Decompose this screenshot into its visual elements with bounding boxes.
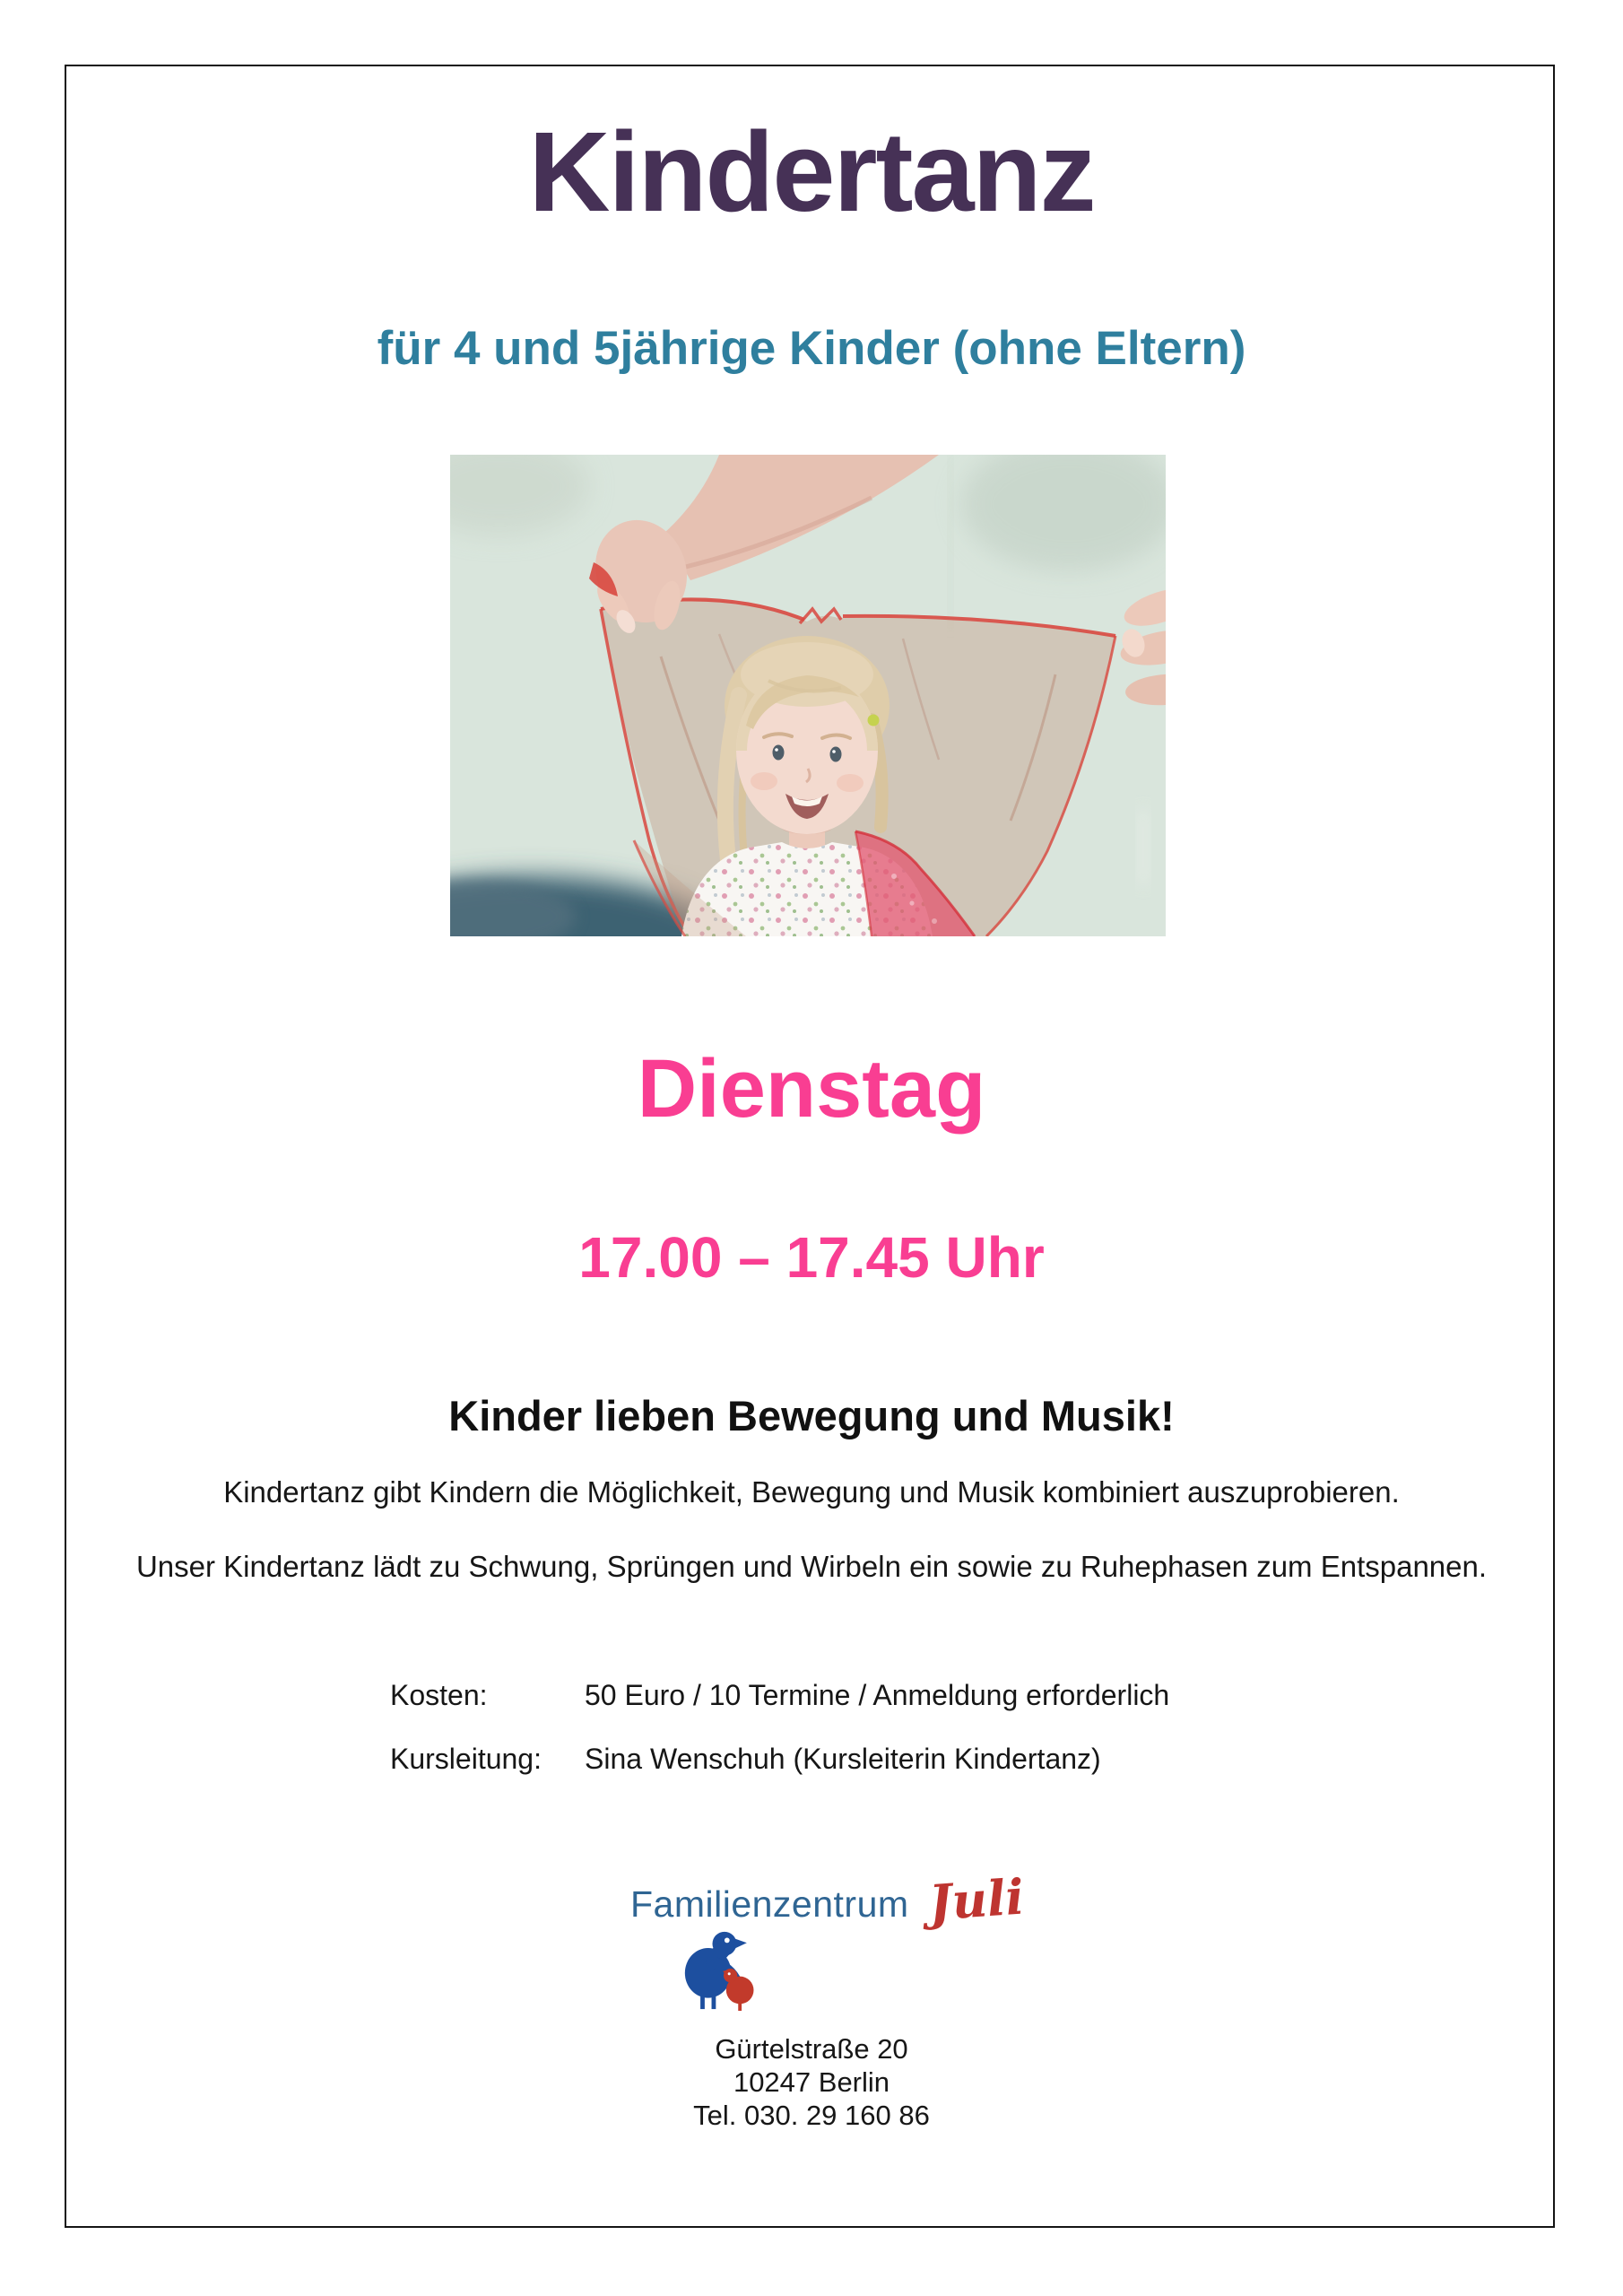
birds-logo-icon	[680, 1928, 766, 2011]
page-title: Kindertanz	[528, 109, 1095, 235]
address-street: Gürtelstraße 20	[715, 2033, 908, 2065]
time-heading: 17.00 – 17.45 Uhr	[578, 1225, 1045, 1290]
page-subtitle: für 4 und 5jährige Kinder (ohne Eltern)	[377, 322, 1246, 375]
detail-value-kosten: 50 Euro / 10 Termine / Anmeldung erforderlich	[585, 1679, 1170, 1711]
org-logo	[630, 1867, 1026, 1932]
photo-illustration	[450, 455, 1166, 936]
day-heading: Dienstag	[637, 1043, 986, 1135]
red-bird-eye	[728, 1972, 731, 1975]
detail-row-kosten	[390, 1679, 1169, 1712]
detail-row-kursleitung	[390, 1743, 1101, 1776]
org-name-script: Juli	[926, 1867, 1026, 1932]
section-heading: Kinder lieben Bewegung und Musik!	[448, 1392, 1175, 1439]
detail-label-kursleitung: Kursleitung:	[390, 1743, 542, 1775]
address-block	[0, 2032, 1623, 2132]
address-city: 10247 Berlin	[733, 2066, 890, 2098]
intro-paragraph-1: Kindertanz gibt Kindern die Möglichkeit, Bewegung und Musik kombiniert auszuprobieren.	[223, 1475, 1400, 1509]
detail-value-kursleitung: Sina Wenschuh (Kursleiterin Kindertanz)	[585, 1743, 1101, 1775]
address-phone: Tel. 030. 29 160 86	[693, 2100, 930, 2131]
child-scarf-photo	[450, 455, 1166, 936]
detail-label-kosten: Kosten:	[390, 1679, 488, 1711]
org-name: Familienzentrum	[630, 1883, 909, 1925]
blue-bird-eye	[725, 1938, 730, 1944]
intro-paragraph-2: Unser Kindertanz lädt zu Schwung, Sprüngen und Wirbeln ein sowie zu Ruhephasen zum Entspannen.	[135, 1550, 1488, 1583]
